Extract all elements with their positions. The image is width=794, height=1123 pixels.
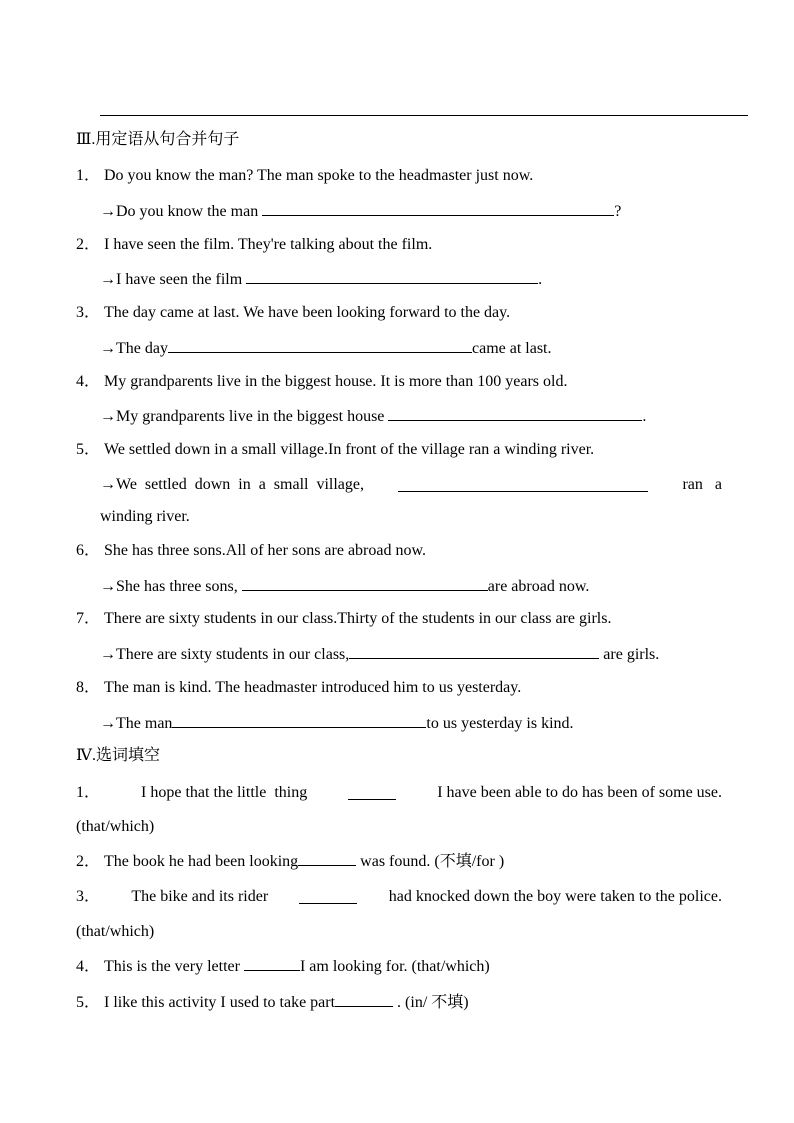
s3-answer-2 xyxy=(100,269,542,290)
s3-answer-7 xyxy=(100,644,659,665)
s3-a6-blank[interactable] xyxy=(242,576,488,591)
s3-answer-1 xyxy=(100,201,621,222)
s3-q4-number: 4． xyxy=(76,373,101,390)
s3-answer-6 xyxy=(100,576,589,597)
s3-q6-number: 6． xyxy=(76,542,101,559)
s3-a5-blank[interactable] xyxy=(398,477,648,492)
s3-question-2 xyxy=(76,235,432,255)
s4-question-5 xyxy=(76,992,469,1013)
s4-q4-blank[interactable] xyxy=(244,956,300,971)
s4-q5-blank[interactable] xyxy=(335,992,393,1007)
s4-question-1 xyxy=(76,783,722,803)
s3-q1-number: 1． xyxy=(76,167,101,184)
s3-q8-text: The man is kind. The headmaster introduced him to us yesterday. xyxy=(104,679,522,696)
s4-q3-number: 3． xyxy=(76,888,101,905)
s3-q7-number: 7． xyxy=(76,610,101,627)
s4-q4-suffix: I am looking for. (that/which) xyxy=(299,958,490,975)
s3-q5-number: 5． xyxy=(76,441,101,458)
s4-q4-prefix: This is the very letter xyxy=(104,958,240,975)
s4-q1-suffix: I have been able to do has been of some use. xyxy=(437,784,722,801)
s4-question-2 xyxy=(76,851,504,872)
s4-q5-prefix: I like this activity I used to take part xyxy=(104,994,336,1011)
s4-q3-prefix: The bike and its rider xyxy=(131,888,269,905)
s4-question-1-continued: (that/which) xyxy=(76,818,155,835)
s3-a6-suffix: are abroad now. xyxy=(487,578,590,595)
s3-a4-blank[interactable] xyxy=(388,406,642,421)
s3-a6-prefix: →She has three sons, xyxy=(100,578,238,595)
s3-q8-number: 8． xyxy=(76,679,101,696)
s3-a2-suffix: . xyxy=(538,271,543,288)
s3-a3-suffix: came at last. xyxy=(471,340,552,357)
s3-a8-blank[interactable] xyxy=(172,713,426,728)
s4-question-3 xyxy=(76,887,722,907)
s3-a3-blank[interactable] xyxy=(168,338,472,353)
s4-q2-prefix: The book he had been looking xyxy=(104,853,299,870)
s4-q1-prefix: I hope that the little thing xyxy=(141,784,308,801)
s3-a1-blank[interactable] xyxy=(262,201,614,216)
s4-q3-blank[interactable] xyxy=(299,889,357,904)
s3-question-1 xyxy=(76,166,533,186)
s4-q3-suffix: had knocked down the boy were taken to the police. xyxy=(388,888,722,905)
header-rule xyxy=(100,115,748,116)
s3-a5-prefix: →We settled down in a small village, xyxy=(100,476,364,493)
s3-a4-prefix: →My grandparents live in the biggest house xyxy=(100,408,385,425)
s3-answer-8 xyxy=(100,713,574,734)
s4-q5-suffix: . (in/ 不填) xyxy=(397,994,469,1011)
s4-q2-blank[interactable] xyxy=(298,851,356,866)
s3-answer-3 xyxy=(100,338,552,359)
s4-q1-number: 1． xyxy=(76,784,101,801)
s3-a5-suffix: ran a xyxy=(682,476,722,493)
s3-answer-5 xyxy=(100,475,722,495)
s3-a8-suffix: to us yesterday is kind. xyxy=(426,715,574,732)
s3-q1-text: Do you know the man? The man spoke to the headmaster just now. xyxy=(104,167,534,184)
s3-q3-text: The day came at last. We have been looking forward to the day. xyxy=(104,304,511,321)
s3-question-3 xyxy=(76,303,510,323)
s3-a2-blank[interactable] xyxy=(246,269,538,284)
s3-question-8 xyxy=(76,678,521,698)
s3-q6-text: She has three sons.All of her sons are abroad now. xyxy=(104,542,426,559)
s3-a1-prefix: →Do you know the man xyxy=(100,203,259,220)
s4-q5-number: 5． xyxy=(76,994,101,1011)
s4-q2-number: 2． xyxy=(76,853,101,870)
s4-question-4 xyxy=(76,956,490,977)
s3-a7-blank[interactable] xyxy=(349,644,599,659)
section-4-heading: Ⅳ.选词填空 xyxy=(76,747,160,764)
s3-a1-suffix: ? xyxy=(614,203,622,220)
s3-a8-prefix: →The man xyxy=(100,715,173,732)
s3-q2-text: I have seen the film. They're talking about the film. xyxy=(104,236,433,253)
s3-question-5 xyxy=(76,440,594,460)
s3-question-4 xyxy=(76,372,567,392)
s3-a4-suffix: . xyxy=(642,408,647,425)
s4-q1-blank[interactable] xyxy=(348,785,396,800)
s3-q5-text: We settled down in a small village.In front of the village ran a winding river. xyxy=(104,441,595,458)
s3-question-7 xyxy=(76,609,611,629)
s3-q2-number: 2． xyxy=(76,236,101,253)
s3-answer-5-continued: winding river. xyxy=(100,508,190,525)
section-3-heading: Ⅲ.用定语从句合并句子 xyxy=(76,131,240,148)
s3-q4-text: My grandparents live in the biggest house. It is more than 100 years old. xyxy=(104,373,568,390)
s4-q4-number: 4． xyxy=(76,958,101,975)
s3-a3-prefix: →The day xyxy=(100,340,168,357)
s3-answer-4 xyxy=(100,406,646,427)
s4-question-3-continued: (that/which) xyxy=(76,923,155,940)
s3-q7-text: There are sixty students in our class.Thirty of the students in our class are girls. xyxy=(104,610,612,627)
s3-a7-prefix: →There are sixty students in our class, xyxy=(100,646,350,663)
s3-q3-number: 3． xyxy=(76,304,101,321)
s4-q2-suffix: was found. (不填/for ) xyxy=(360,853,505,870)
s3-a2-prefix: →I have seen the film xyxy=(100,271,243,288)
s3-a7-suffix: are girls. xyxy=(603,646,660,663)
s3-question-6 xyxy=(76,541,426,561)
